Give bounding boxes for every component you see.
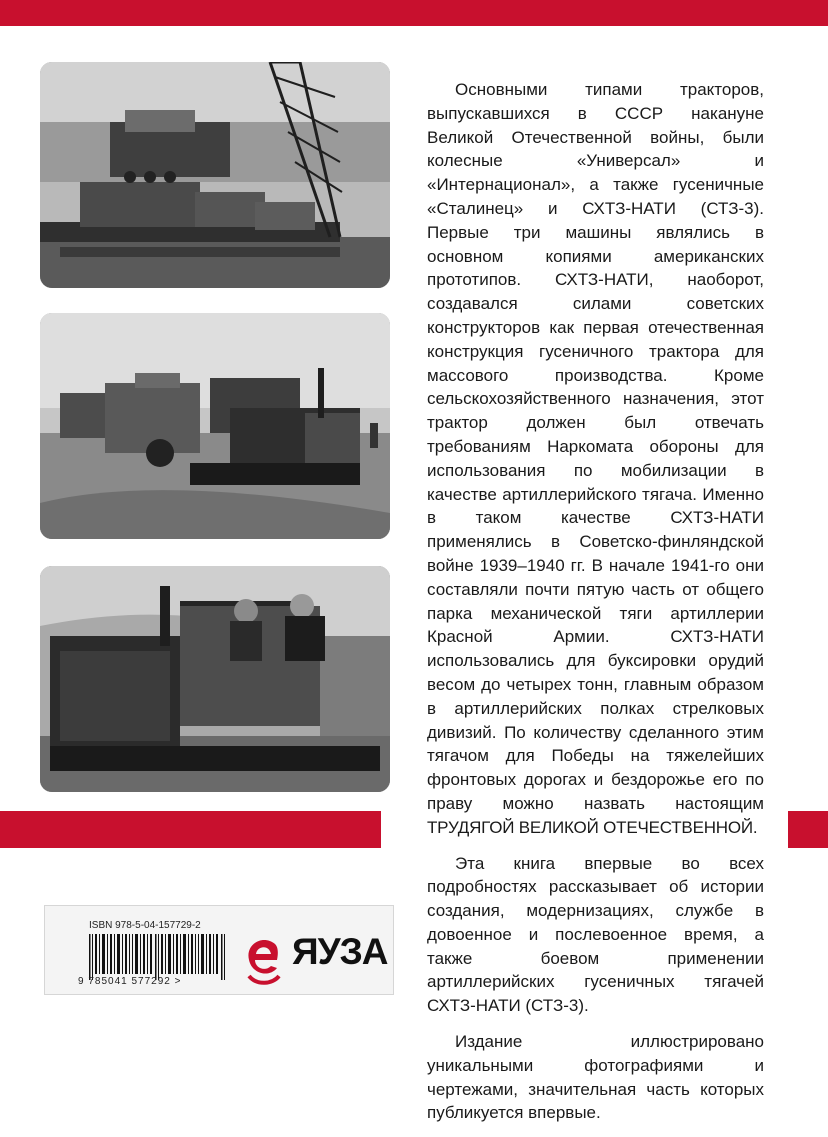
top-red-band: [0, 0, 828, 26]
photo-tractor-muddy-road: [40, 313, 390, 539]
isbn-label: ISBN 978-5-04-157729-2: [89, 920, 201, 931]
isbn-block: [44, 905, 394, 995]
paragraph-1: [427, 78, 764, 840]
photo-tractors-loading: [40, 62, 390, 288]
paragraph-1-emphasis: ТРУДЯГОЙ ВЕЛИКОЙ ОТЕЧЕСТВЕННОЙ.: [427, 817, 758, 837]
photo-tractor-crew: [40, 566, 390, 792]
barcode-digits: 9 785041 577292 >: [78, 976, 182, 987]
paragraph-2: Эта книга впервые во всех подробностях рассказывает об истории создания, модернизациях, службе в довоенное и послевоенное время, а также боевом применении артиллерийских гусеничных тягачей СХТЗ-НАТИ (СТЗ-3).: [427, 853, 764, 1016]
description-text: [427, 78, 764, 1137]
yauza-logo: ЯУЗА: [292, 931, 388, 972]
paragraph-3: Издание иллюстрировано уникальными фотографиями и чертежами, значительная часть которых публикуется впервые.: [427, 1032, 764, 1123]
eksmo-e-icon: [243, 936, 283, 986]
middle-red-band-right: [788, 811, 828, 848]
middle-red-band-left: [0, 811, 381, 848]
barcode-icon: [89, 934, 229, 980]
paragraph-1-body: Основными типами тракторов, выпускавшихся в СССР накануне Великой Отечественной войны, были колесные «Универсал» и «Интернационал», а также гусеничные «Сталинец» и СХТЗ-НАТИ (СТЗ-3). Первые три машины являлись в основном копиями американских прототипов. СХТЗ-НАТИ, наоборот, создавался силами советских конструкторов как первая отечественная конструкция гусеничного трактора для массового производства. Кроме сельскохозяйственного назначения, этот трактор должен был отвечать требованиям Наркомата обороны для использования по мобилизации в качестве артиллерийского тягача. Именно в таком качестве СХТЗ-НАТИ применялись в Советско-финляндской войне 1939–1940 гг. В начале 1941-го они составляли почти пятую часть от общего парка механической тяги артиллерии Красной Армии. СХТЗ-НАТИ использовались для буксировки орудий весом до четырех тонн, главным образом в артиллерийских полках стрелковых дивизий. По количеству сделанного этим тягачом для Победы на тяжелейших фронтовых дорогах и бездорожье его по праву можно назвать настоящим: [427, 80, 764, 813]
